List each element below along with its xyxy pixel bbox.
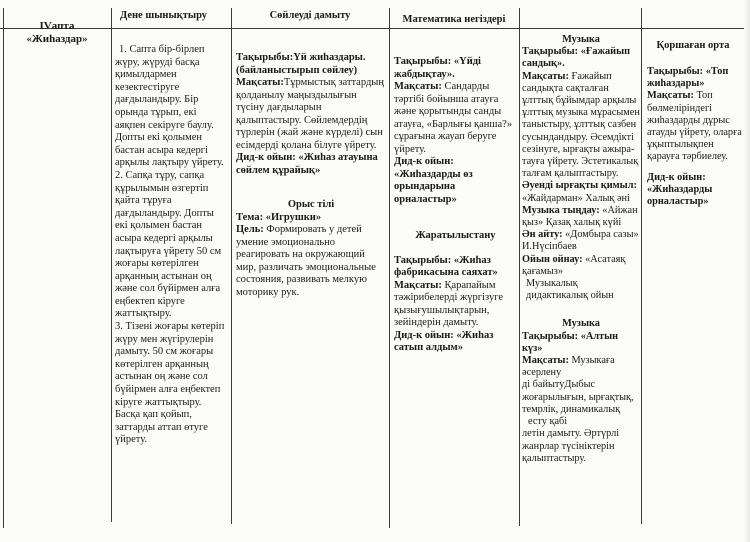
russian-goal-text: Формировать у детей умение эмоционально реагировать на окружающий мир, различать эмоциональные состояния, развивать мелкую моторику рук. — [236, 224, 376, 298]
russian-goal-label: Цель: — [236, 224, 264, 235]
soileu-content — [236, 52, 386, 299]
nature-aim-text: Қарапайым тәжірибелерді жүргізуге қызығушылықтарын, зейіндерін дамыту. — [394, 279, 504, 328]
col-divider-6 — [641, 8, 642, 524]
music-rhythm — [522, 180, 640, 204]
music-aim2-line: есту қабі — [528, 416, 568, 428]
soileu-game: Дид-к ойын: «Жиһаз атауына сөйлем құрайық» — [236, 152, 378, 176]
math-topic-label: Тақырыбы: — [394, 56, 452, 67]
music-aim-2 — [522, 355, 640, 379]
music-rhythm-label: Әуенді ырғақты қимыл: — [522, 180, 637, 192]
env-content — [647, 66, 743, 208]
page-edge-shadow — [744, 0, 750, 542]
math-topic — [394, 56, 517, 81]
music-aim2-line: темрлік, динамикалық — [522, 403, 621, 415]
nature-aim — [394, 280, 517, 330]
music-rhythm-text: «Жайдарман» Халық әні — [522, 192, 630, 204]
nature-topic-label: Тақырыбы: — [394, 254, 452, 266]
music-song — [522, 229, 640, 253]
music-play-text: «Асатаяқ қағамыз» — [522, 253, 626, 277]
week-theme: «Жиһаздар» — [26, 32, 88, 45]
music-listen — [522, 205, 640, 229]
music-aim2-line: қалыптастыру. — [522, 452, 587, 464]
music-aim2-line: жоғарылығын, ырғақтық, — [522, 391, 634, 403]
nature-topic-value: «Жиһаз фабрикасына саяхат» — [394, 254, 498, 278]
math-aim-text: Сандарды тәртібі бойынша атауға және қорытынды санды атауға, «Барлығы қанша?» сұрағына жауап беруге үйрету. — [394, 81, 513, 155]
music-song-text: «Домбыра сазы» И.Нүсіпбаев — [522, 229, 639, 253]
col-divider-4 — [389, 8, 390, 528]
col-divider-1 — [3, 8, 4, 528]
soileu-aim-text: Тұрмыстық заттардың қолданылу маңыздылығын түсіну дағдыларын қалыптастыру. Сөйлемдердің түрлерін (жай және күрделі) сын есімдерді қолана білуге үйрету. — [236, 77, 384, 151]
math-topic-value: «Үйді жабдықтау». — [394, 56, 481, 80]
music-aim-label: Мақсаты: — [522, 70, 569, 82]
env-aim — [647, 90, 743, 163]
music-aim2-label: Мақсаты: — [522, 355, 569, 367]
soileu-aim — [236, 77, 386, 152]
music-aim — [522, 71, 640, 181]
nature-aim-label: Мақсаты: — [394, 279, 442, 291]
russian-topic: Тема: «Игрушки» — [236, 211, 322, 223]
russian-header: Орыс тілі — [287, 199, 335, 210]
soileu-aim-label: Мақсаты: — [236, 77, 284, 88]
math-aim — [394, 81, 517, 156]
math-content — [394, 56, 517, 355]
env-aim-text: Топ бөлмеліріндегі жиһаздарды дұрыс атауды үйрету, оларға ұқыптылықпен қарауға тәрбиелеу. — [647, 90, 742, 163]
env-aim-label: Мақсаты: — [647, 90, 694, 102]
dene-paragraph-1: 1. Сапта бір-бірлеп жүру, жүруді басқа қимылдармен кезектестіруге дағдыландыру. Бір орында тұрып, екі аяқпен секіруге баулу. Допты екі қолымен бастан асыра кедергі арқылы лақтыру үйрету. — [115, 44, 224, 169]
music-aim2-line: летін дамыту. Әртүрлі — [522, 428, 620, 440]
music-topic-2: Тақырыбы: «Алтын күз» — [522, 330, 619, 354]
music-listen-text: «Айжан қыз» Қазақ халық күйі — [522, 204, 638, 229]
music-play-sub: Музыкалық дидактикалық ойын — [526, 278, 614, 302]
col-divider-5 — [519, 8, 520, 526]
nature-header: Жаратылыстану — [415, 230, 496, 241]
dene-content — [115, 44, 229, 447]
russian-goal — [236, 224, 386, 299]
nature-topic — [394, 255, 517, 280]
col-divider-2 — [111, 8, 112, 522]
music-play-label: Ойын ойнау: — [522, 253, 583, 265]
nature-game: Дид-к ойын: «Жиһаз сатып алдым» — [394, 329, 494, 353]
music-song-label: Ән айту: — [522, 229, 563, 241]
soileu-topic: Тақырыбы:Үй жиһаздары. (байланыстырып сөйлеу) — [236, 52, 366, 76]
music-content — [522, 34, 640, 465]
music-listen-label: Музыка тыңдау: — [522, 204, 600, 216]
music-aim2-line: ді байытуДыбыс — [522, 379, 596, 391]
week-cell — [6, 20, 108, 45]
env-topic: Тақырыбы: «Топ жиһаздары» — [647, 66, 729, 90]
music-aim-text: Ғажайып сандықта сақталған ұлттық бұйымдар арқылы ұлттық музыка мұрасымен таныстыру, ұлттық сазбен сусындандыру. Әсемдікті сезінуге, ырғақты ажыра-тауға үйрету. Эстетикалық талғам қалыптастыру. — [522, 70, 640, 180]
dene-paragraph-2: 2. Сапқа тұру, сапқа құрылымын өзгертіп қайта тұруға дағдыландыру. Допты екі қолымен бастан асыра кедергі арқылы лақтыруға үйрету 50 см жоғары көтерілген арқанның астынан оң және сол бүйірмен алға еңбектеп кіруге жаттықтыру. — [115, 169, 222, 320]
dene-paragraph-3: 3. Тізені жоғары көтеріп жүру мен жүгірулерін дамыту. 50 см жоғары көтерілген арқанның астынан оң және сол бүйірмен алға еңбектеп кіруге жаттықтыру. Басқа қап қойып, заттарды аттап өтуге үйрету. — [115, 321, 225, 446]
header-env: Қоршаған орта — [656, 40, 730, 51]
music-header-2: Музыка — [562, 318, 600, 330]
header-soileu: Сөйлеуді дамыту — [269, 10, 351, 21]
math-aim-label: Мақсаты: — [394, 81, 442, 92]
col-divider-3 — [231, 8, 232, 524]
math-game: Дид-к ойын: «Жиһаздарды өз орындарына орналастыр» — [394, 156, 473, 205]
music-header: Музыка — [562, 34, 600, 45]
week-title: IVапта — [39, 20, 75, 32]
header-dene: Дене шынықтыру — [120, 10, 208, 21]
env-game: Дид-к ойын: «Жиһаздарды орналастыр» — [647, 171, 713, 208]
music-play — [522, 254, 640, 278]
music-aim2-text: Музыкаға әсерлену — [522, 355, 615, 379]
music-topic: Тақырыбы: «Ғажайып сандық». — [522, 46, 631, 70]
header-math: Математика негіздері — [402, 14, 506, 25]
music-aim2-line: жанрлар түсініктерін — [522, 440, 615, 452]
